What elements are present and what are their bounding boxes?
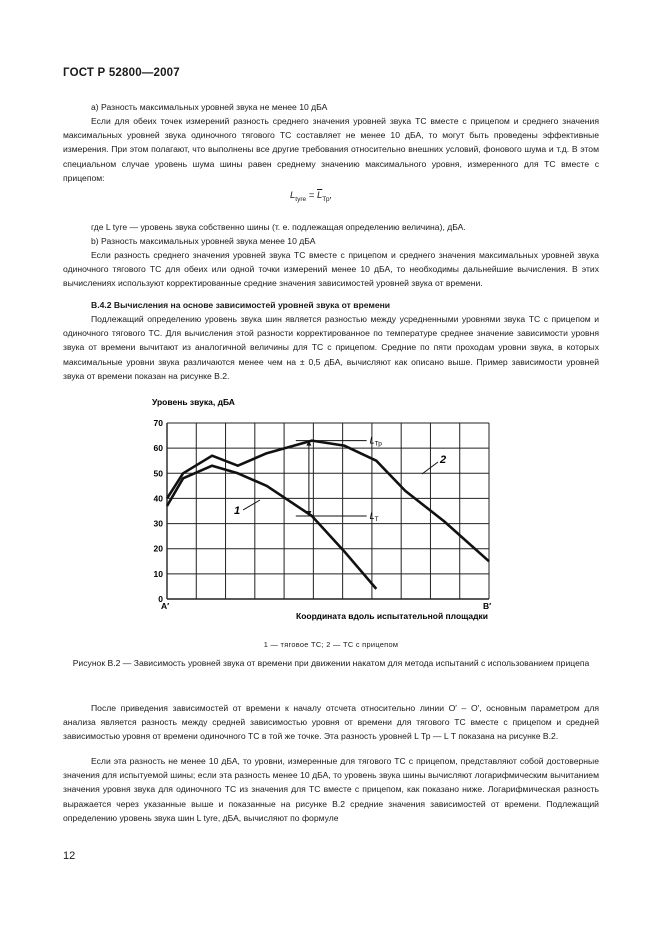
formula-rhs: $\overline{L}$ <box>316 190 323 201</box>
item-a: а) Разность максимальных уровней звука не менее 10 дБА <box>91 102 328 112</box>
series-line-1 <box>167 466 376 589</box>
y-tick-label: 30 <box>153 518 163 529</box>
paragraph-5: Если эта разность не менее 10 дБА, то уровни, измеренные для тягового ТС с прицепом, представляют собой достоверные значения для испытуемой шины; если эта разность менее 10 дБА, то уровень звука шины вычисляют логарифмическим вычитанием значения уровня звука для одиночного ТС из значения для ТС вместе с прицепом, как показано ниже. Логарифмическая разность выражается через указанные выше и показанные на рисунке В.2 средние значения зависимостей от времени. Подлежащий определению уровень звука шин L tyre, дБА, вычисляют по формуле <box>63 756 599 823</box>
level-label-sub-0: Тр <box>374 440 382 448</box>
figure-caption: Рисунок В.2 — Зависимость уровней звука от времени при движении накатом для метода испытаний с использованием прицепа <box>72 658 590 668</box>
y-tick-label: 40 <box>153 493 163 504</box>
document-header: ГОСТ Р 52800—2007 <box>63 67 180 79</box>
series-label-2: 2 <box>440 454 447 466</box>
paragraph-1: Если для обеих точек измерений разность среднего значения уровней звука ТС вместе с прицепом и среднего значения максимальных уровней звука одиночного тягового ТС составляет не менее 10 дБА, то могут быть проведены эффективные измерения. При этом полагают, что выполнены все другие требования относительно внешних условий, фонового шума и т.д. В этом специальном случае уровень шума шины равен среднему значению максимального уровня, измеренного для ТС вместе с прицепом: <box>63 116 599 183</box>
level-label-sub-1: Т <box>374 516 379 524</box>
chart-ticks <box>154 418 164 604</box>
y-tick-label: 0 <box>158 594 163 604</box>
y-tick-label: 70 <box>153 418 163 428</box>
paragraph-4: После приведения зависимостей от времени к началу отсчета относительно линии O′ – O′, основным параметром для анализа является разность между средней зависимостью уровня от времени для тягового ТС вместе с прицепом и средней зависимостью уровня от времени одиночного ТС в той же точке. Эта разность уровней L Тр — L Т показана на рисунке В.2. <box>63 703 599 742</box>
y-tick-label: 10 <box>153 568 163 579</box>
figure-chart <box>140 392 520 632</box>
level-label-1: $L_Т$ <box>369 511 379 524</box>
y-tick-label: 20 <box>153 543 163 554</box>
chart-xlabel: Координата вдоль испытательной площадки <box>296 611 489 621</box>
formula-lhs-sub: tyre <box>295 195 307 203</box>
page-number: 12 <box>63 850 76 862</box>
level-label-0: $L_{Тр}$ <box>369 435 382 448</box>
paragraph-2: Если разность среднего значения уровней звука ТС вместе с прицепом и среднего значения максимальных уровней звука одиночного тягового ТС для обеих или одной точки измерений менее 10 дБА, то необходимы дальнейшие вычисления. В этих вычислениях используют корректированные средние значения зависимостей уровней звука от времени. <box>63 250 599 289</box>
item-b: b) Разность максимальных уровней звука менее 10 дБА <box>91 236 316 246</box>
where-clause: где L tyre — уровень звука собственно шины (т. е. подлежащая определению величина), дБА. <box>91 222 466 232</box>
chart-annotations <box>234 436 446 523</box>
chart-x-end-label: B′ <box>483 601 492 611</box>
series-label-1-leader <box>243 500 260 510</box>
section-heading: В.4.2 Вычисления на основе зависимостей уровней звука от времени <box>91 300 391 310</box>
formula-lhs: L <box>290 190 296 201</box>
formula-rhs-sub: Тр <box>322 195 330 203</box>
chart-x-start-label: A′ <box>161 601 170 611</box>
paragraph-3: Подлежащий определению уровень звука шин является разностью между усредненными уровнями звука ТС с прицепом и одиночного тягового ТС. Для вычисления этой разности корректированное по температуре среднее значение зависимости уровня звука от времени вычитают из аналогичной величины для ТС с прицепом. Средние по пяти проходам уровни звука, в которых максимальные уровни звука различаются менее чем на ± 0,5 дБА, вычисляют как описано выше. Пример зависимости уровней звука от времени показан на рисунке В.2. <box>63 314 599 381</box>
figure-legend: 1 — тяговое ТС; 2 — ТС с прицепом <box>263 640 399 649</box>
y-tick-label: 60 <box>153 443 163 454</box>
chart-grid <box>167 423 489 599</box>
series-label-1: 1 <box>234 505 241 517</box>
chart-ylabel: Уровень звука, дБА <box>152 397 235 407</box>
formula: $L_{tyre} = \overline{L}_{Тр}$, <box>290 190 333 203</box>
y-tick-label: 50 <box>153 468 163 479</box>
